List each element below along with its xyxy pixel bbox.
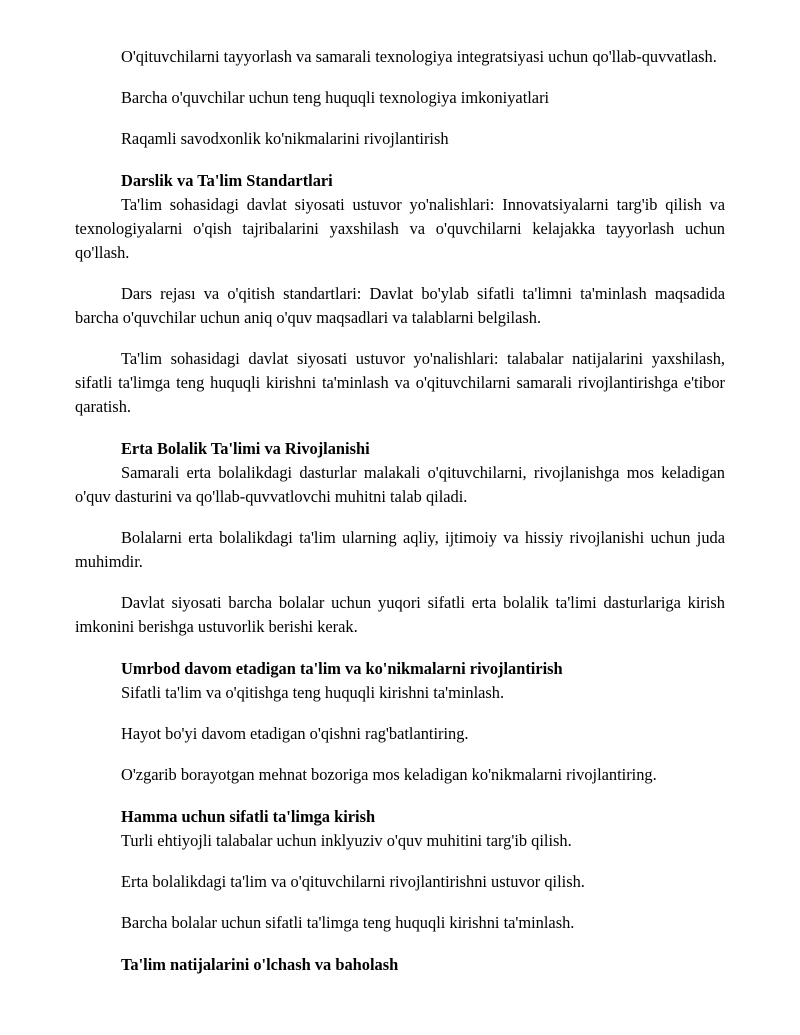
section-heading: Ta'lim natijalarini o'lchash va baholash [121, 955, 399, 974]
section-paragraph: Barcha bolalar uchun sifatli ta'limga teng huquqli kirishni ta'minlash. [121, 913, 575, 932]
section-heading: Hamma uchun sifatli ta'limga kirish [121, 807, 376, 826]
section-paragraph: Samarali erta bolalikdagi dasturlar malakali o'qituvchilarni, rivojlanishga mos keladigan o'quv dasturini va qo'llab-quvvatlovchi muhitni talab qiladi. [75, 463, 725, 506]
section-hamma-uchun [75, 805, 725, 935]
section-paragraph: Ta'lim sohasidagi davlat siyosati ustuvor yo'nalishlari: Innovatsiyalarni targ'ib qilish va texnologiyalarni o'qish tajribalarini yaxshilash va o'quvchilarni kelajakka tayyorlash uchun qo'llash. [75, 195, 725, 262]
section-paragraph: Dars rejası va o'qitish standartlari: Davlat bo'ylab sifatli ta'limni ta'minlash maqsadida barcha o'quvchilar uchun aniq o'quv maqsadlari va talablarni belgilash. [75, 284, 725, 327]
section-heading: Darslik va Ta'lim Standartlari [121, 171, 333, 190]
section-darslik [75, 169, 725, 419]
section-paragraph: Davlat siyosati barcha bolalar uchun yuqori sifatli erta bolalik ta'limi dasturlariga kirish imkonini berishga ustuvorlik berishi kerak. [75, 593, 725, 636]
section-umrbod [75, 657, 725, 787]
section-paragraph: Turli ehtiyojli talabalar uchun inklyuziv o'quv muhitini targ'ib qilish. [121, 831, 572, 850]
section-paragraph: Hayot bo'yi davom etadigan o'qishni rag'batlantiring. [121, 724, 469, 743]
section-paragraph: Erta bolalikdagi ta'lim va o'qituvchilarni rivojlantirishni ustuvor qilish. [121, 872, 585, 891]
intro-paragraph-1: O'qituvchilarni tayyorlash va samarali texnologiya integratsiyasi uchun qo'llab-quvvatlash. [121, 47, 717, 66]
section-natijalar [75, 953, 725, 977]
intro-paragraph-2: Barcha o'quvchilar uchun teng huquqli texnologiya imkoniyatlari [121, 88, 550, 107]
document-page [75, 45, 725, 977]
section-heading: Erta Bolalik Ta'limi va Rivojlanishi [121, 439, 370, 458]
section-heading: Umrbod davom etadigan ta'lim va ko'nikmalarni rivojlantirish [121, 659, 563, 678]
section-paragraph: Sifatli ta'lim va o'qitishga teng huquqli kirishni ta'minlash. [121, 683, 505, 702]
intro-paragraph-3: Raqamli savodxonlik ko'nikmalarini rivojlantirish [121, 129, 449, 148]
section-erta-bolalik [75, 437, 725, 639]
section-paragraph: Bolalarni erta bolalikdagi ta'lim ularning aqliy, ijtimoiy va hissiy rivojlanishi uchun juda muhimdir. [75, 528, 725, 571]
section-paragraph: Ta'lim sohasidagi davlat siyosati ustuvor yo'nalishlari: talabalar natijalarini yaxshilash, sifatli ta'limga teng huquqli kirishni ta'minlash va o'qituvchilarni samarali rivojlantirishga e'tibor qaratish. [75, 349, 725, 416]
section-paragraph: O'zgarib borayotgan mehnat bozoriga mos keladigan ko'nikmalarni rivojlantiring. [121, 765, 657, 784]
